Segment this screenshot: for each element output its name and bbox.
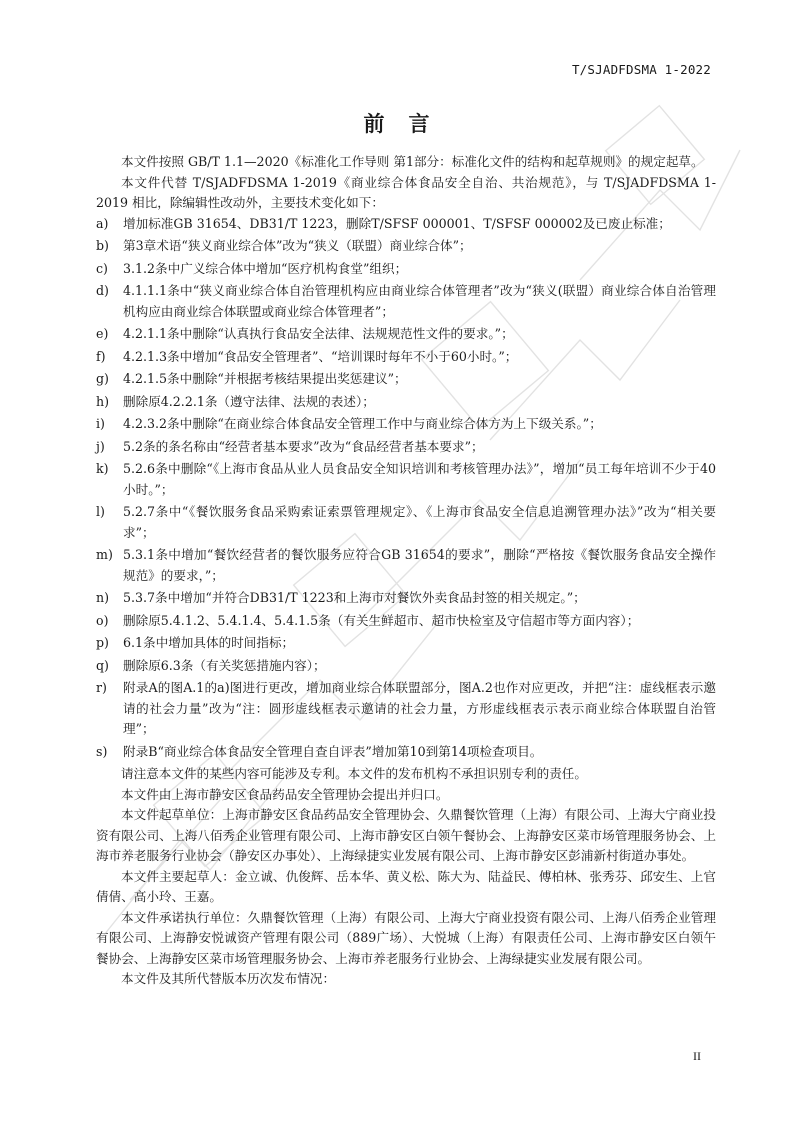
list-item: [96, 656, 716, 677]
list-item-text: 附录B“商业综合体食品安全管理自查自评表”增加第10到第14项检查项目。: [123, 743, 543, 759]
list-item-text: 6.1条中增加具体的时间指标；: [123, 635, 295, 650]
list-item-text: 删除原4.2.2.1条（遵守法律、法规的表述）；: [123, 393, 375, 409]
list-item-text: 4.2.1.1条中删除“认真执行食品安全法律、法规规范性文件的要求。”；: [123, 326, 514, 341]
list-item-label: d): [96, 283, 109, 298]
list-item-label: r): [96, 680, 107, 695]
drafting-units-paragraph: 本文件起草单位：上海市静安区食品药品安全管理协会、久鼎餐饮管理（上海）有限公司、上海大宁商业投资有限公司、上海八佰秀企业管理有限公司、上海市静安区白领午餐协会、上海静安区菜市场管理服务协会、上海市养老服务行业协会（静安区办事处）、上海绿捷实业发展有限公司、上海市静安区彭浦新村街道办事处。: [96, 807, 716, 863]
list-item-label: j): [96, 438, 105, 454]
list-item: [96, 214, 716, 235]
drafters-paragraph: 本文件主要起草人：金立诚、仇俊辉、岳本华、黄义松、陈大为、陆益民、傅柏林、张秀芬、邱安生、上官倩倩、高小玲、王嘉。: [96, 868, 716, 904]
list-item-label: e): [96, 326, 109, 341]
list-item-text: 4.2.1.3条中增加“食品安全管理者”、“培训课时每年不小于60小时。”；: [123, 348, 518, 364]
list-item-text: 5.3.7条中增加“并符合DB31/T 1223和上海市对餐饮外卖食品封签的相关规定。”；: [123, 590, 586, 605]
list-item: [96, 502, 716, 543]
list-item: [96, 259, 716, 280]
list-item-label: h): [96, 393, 110, 409]
list-item-text: 4.1.1.1条中“狭义商业综合体自治管理机构应由商业综合体管理者”改为“狭义(联盟）商业综合体自治管理机构应由商业综合体联盟或商业综合体管理者”；: [123, 283, 716, 319]
list-item: [96, 347, 716, 368]
list-item: [96, 281, 716, 322]
implementing-units-paragraph: 本文件承诺执行单位：久鼎餐饮管理（上海）有限公司、上海大宁商业投资有限公司、上海八佰秀企业管理有限公司、上海静安悦诚资产管理有限公司（889广场）、大悦城（上海）有限责任公司、上海市静安区白领午餐协会、上海静安区菜市场管理服务协会、上海市养老服务行业协会、上海绿捷实业发展有限公司。: [96, 909, 716, 966]
changes-list: [96, 214, 716, 763]
list-item-label: c): [96, 260, 108, 276]
page-title: 前言: [363, 112, 454, 136]
list-item-label: q): [96, 657, 109, 673]
list-item-text: 5.2.6条中删除“《上海市食品从业人员食品安全知识培训和考核管理办法》”，增加“员工每年培训不少于40小时。”；: [123, 461, 716, 497]
list-item-label: n): [96, 590, 110, 605]
list-item: [96, 545, 716, 586]
list-item-text: 4.2.1.5条中删除“并根据考核结果提出奖惩建议”；: [123, 371, 407, 386]
list-item-text: 5.2条的条名称由“经营者基本要求”改为“食品经营者基本要求”；: [123, 438, 484, 454]
list-item-text: 删除原6.3条（有关奖惩措施内容）；: [123, 657, 326, 673]
list-item: [96, 324, 716, 345]
intro-paragraph: 本文件按照 GB/T 1.1—2020《标准化工作导则 第1部分：标准化文件的结构和起草规则》的规定起草。: [121, 154, 704, 169]
list-item-text: 增加标准GB 31654、DB31/T 1223，删除T/SFSF 000001、T/SFSF 000002及已废止标准；: [123, 215, 671, 231]
list-item-label: l): [96, 504, 105, 519]
list-item: [96, 392, 716, 413]
list-item-text: 5.3.1条中增加“餐饮经营者的餐饮服务应符合GB 31654的要求”，删除“严格按《餐饮服务食品安全操作规范》的要求，”；: [123, 547, 716, 583]
list-item: [96, 236, 716, 257]
list-item-text: 4.2.3.2条中删除“在商业综合体食品安全管理工作中与商业综合体方为上下级关系。”；: [123, 416, 602, 431]
list-item: [96, 588, 716, 609]
release-history-paragraph: 本文件及其所代替版本历次发布情况：: [121, 971, 336, 986]
list-item-text: 第3章术语“狭义商业综合体”改为“狭义（联盟）商业综合体”；: [123, 238, 472, 253]
list-item: [96, 678, 716, 740]
list-item: [96, 611, 716, 632]
list-item-label: k): [96, 461, 109, 476]
list-item-label: s): [96, 743, 108, 759]
list-item-label: f): [96, 348, 106, 364]
list-item: [96, 414, 716, 435]
list-item: [96, 437, 716, 458]
list-item-text: 3.1.2条中广义综合体中增加“医疗机构食堂”组织；: [123, 260, 408, 276]
list-item: [96, 369, 716, 390]
list-item-text: 附录A的图A.1的a)图进行更改，增加商业综合体联盟部分，图A.2也作对应更改，并把“注：虚线框表示邀请的社会力量”改为“注：圆形虚线框表示邀请的社会力量，方形虚线框表示表示商业综合体联盟自治管理”；: [123, 680, 716, 736]
document-code: T/SJADFDSMA 1-2022: [571, 62, 711, 77]
list-item: [96, 742, 716, 763]
list-item-label: i): [96, 416, 105, 431]
list-item-text: 5.2.7条中“《餐饮服务食品采购索证索票管理规定》、《上海市食品安全信息追溯管理办法》”改为“相关要求”；: [123, 504, 716, 540]
list-item-label: m): [96, 547, 113, 562]
list-item-label: b): [96, 238, 109, 253]
proposer-paragraph: 本文件由上海市静安区食品药品安全管理协会提出并归口。: [121, 786, 449, 802]
list-item: [96, 633, 716, 654]
patent-notice: 请注意本文件的某些内容可能涉及专利。本文件的发布机构不承担识别专利的责任。: [121, 766, 587, 781]
list-item-label: p): [96, 635, 109, 650]
foreword-body: [96, 152, 716, 990]
page-number: II: [693, 1049, 701, 1063]
list-item-text: 删除原5.4.1.2、5.4.1.4、5.4.1.5条（有关生鲜超市、超市快检室及守信超市等方面内容）；: [123, 612, 640, 628]
list-item-label: g): [96, 371, 109, 386]
list-item-label: o): [96, 612, 109, 628]
list-item-label: a): [96, 215, 109, 231]
intro-paragraph: 本文件代替 T/SJADFDSMA 1-2019《商业综合体食品安全自治、共治规范》，与 T/SJADFDSMA 1-2019 相比，除编辑性改动外，主要技术变化如下：: [96, 174, 716, 210]
list-item: [96, 459, 716, 500]
